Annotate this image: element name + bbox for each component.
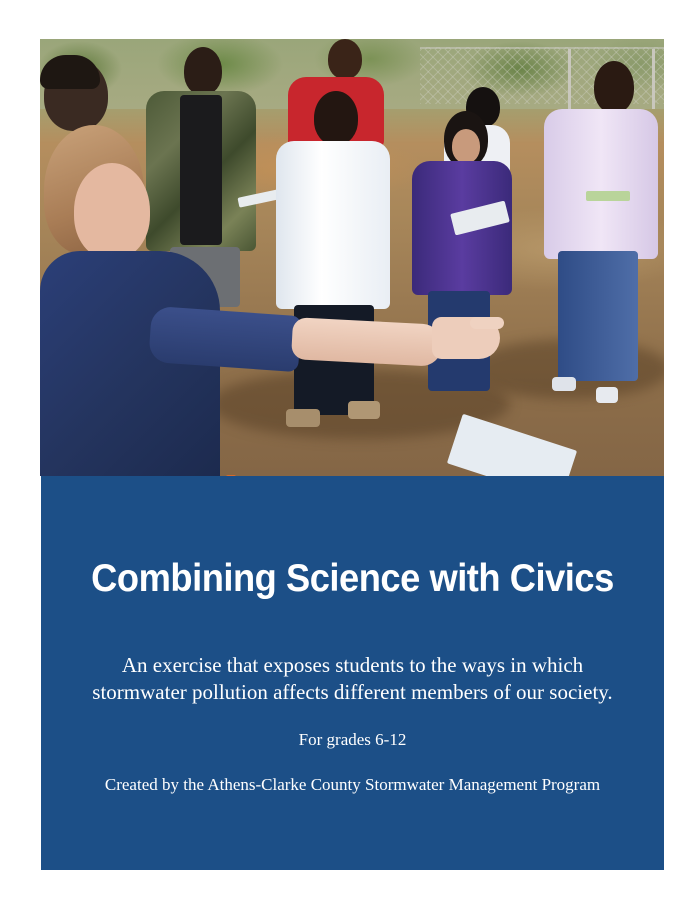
document-title: Combining Science with Civics — [91, 557, 614, 600]
document-subtitle — [41, 652, 664, 706]
subtitle-line: An exercise that exposes students to the ways in which — [121, 653, 584, 677]
title-panel — [41, 476, 664, 870]
fence-post — [652, 49, 655, 109]
cover-photo — [40, 39, 664, 476]
subtitle-line: stormwater pollution affects different members of our society. — [92, 680, 613, 704]
author-credit: Created by the Athens-Clarke County Stormwater Management Program — [104, 775, 601, 794]
grade-range: For grades 6-12 — [298, 730, 407, 749]
fence-post — [568, 49, 571, 109]
